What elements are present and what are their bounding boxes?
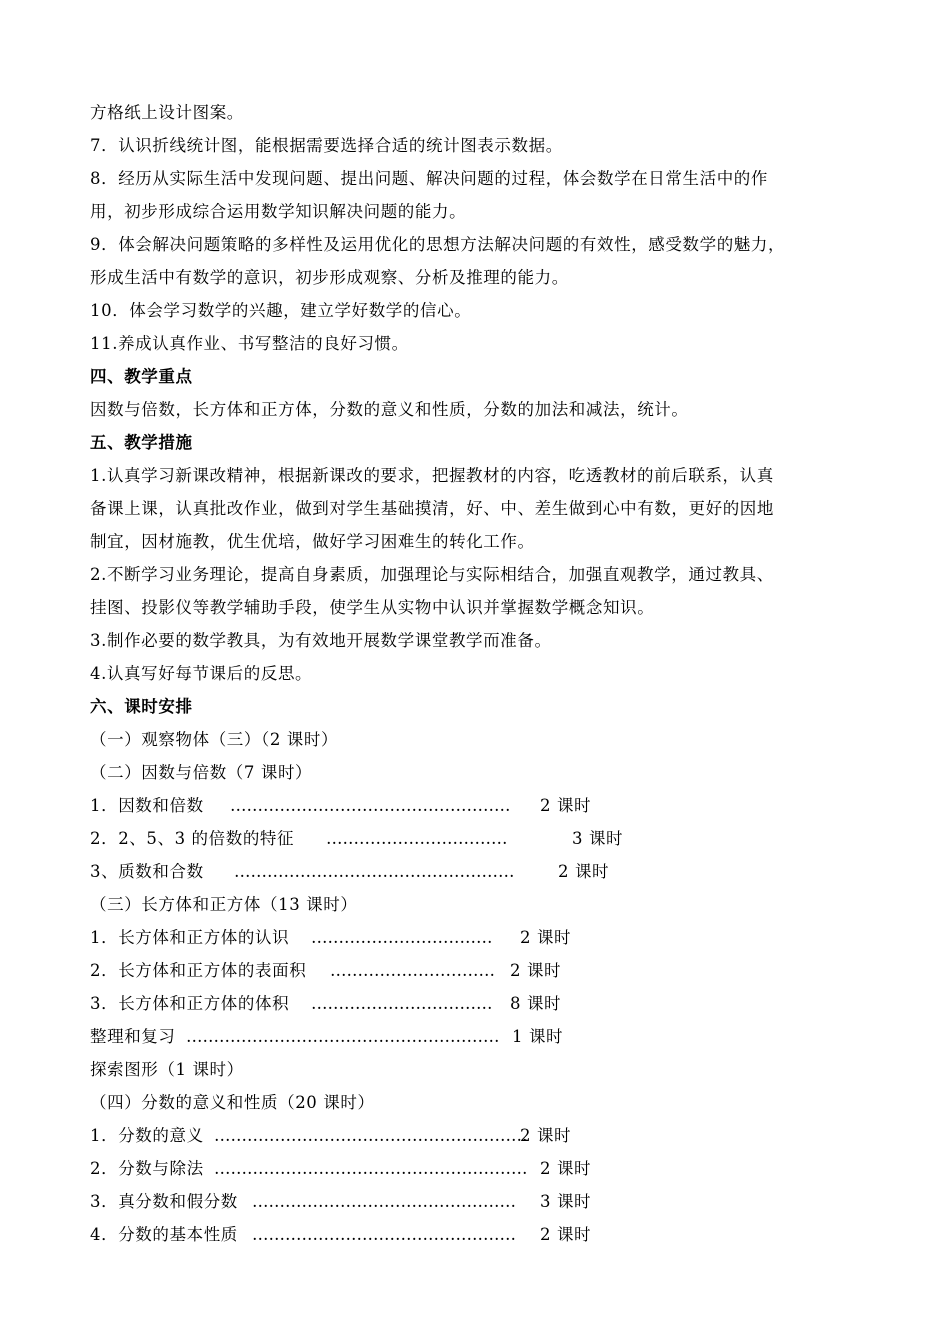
unit-heading-explore: 探索图形（1 课时） xyxy=(90,1060,244,1079)
entry-dots: …………………………………………… xyxy=(230,796,511,815)
schedule-entry xyxy=(90,855,880,888)
objective-9-line2: 形成生活中有数学的意识，初步形成观察、分析及推理的能力。 xyxy=(90,268,569,287)
entry-dots: ………………………………………… xyxy=(252,1225,516,1244)
entry-title: 3．真分数和假分数 xyxy=(90,1192,238,1211)
objective-7: 7．认识折线统计图，能根据需要选择合适的统计图表示数据。 xyxy=(90,136,563,155)
entry-title: 3、质数和合数 xyxy=(90,862,204,881)
entry-title: 1．分数的意义 xyxy=(90,1126,204,1145)
entry-dots: ………………………………………… xyxy=(252,1192,516,1211)
entry-dots: …………………………… xyxy=(311,928,493,947)
schedule-entry xyxy=(90,1218,880,1251)
entry-title: 2．分数与除法 xyxy=(90,1159,204,1178)
schedule-entry xyxy=(90,822,880,855)
entry-title: 2．长方体和正方体的表面积 xyxy=(90,961,307,980)
unit-heading-1: （一）观察物体（三）（2 课时） xyxy=(90,730,339,749)
entry-hours: 2 课时 xyxy=(520,1126,572,1145)
unit-heading-3: （三）长方体和正方体（13 课时） xyxy=(90,895,358,914)
entry-title: 整理和复习 xyxy=(90,1027,176,1046)
schedule-entry xyxy=(90,921,880,954)
schedule-entry xyxy=(90,1020,880,1053)
objective-9-line1: 9．体会解决问题策略的多样性及运用优化的思想方法解决问题的有效性，感受数学的魅力， xyxy=(90,235,786,254)
measure-4: 4.认真写好每节课后的反思。 xyxy=(90,664,313,683)
schedule-entry xyxy=(90,1185,880,1218)
schedule-entry xyxy=(90,987,880,1020)
entry-title: 2．2、5、3 的倍数的特征 xyxy=(90,829,295,848)
objective-10: 10．体会学习数学的兴趣，建立学好数学的信心。 xyxy=(90,301,472,320)
entry-title: 4．分数的基本性质 xyxy=(90,1225,238,1244)
entry-hours: 1 课时 xyxy=(512,1027,564,1046)
entry-dots: …………………………… xyxy=(311,994,493,1013)
entry-hours: 3 课时 xyxy=(540,1192,592,1211)
schedule-entry xyxy=(90,1152,880,1185)
key-points-text: 因数与倍数，长方体和正方体，分数的意义和性质，分数的加法和减法，统计。 xyxy=(90,400,689,419)
section-heading-measures: 五、教学措施 xyxy=(90,433,193,452)
objective-8-line1: 8．经历从实际生活中发现问题、提出问题、解决问题的过程，体会数学在日常生活中的作 xyxy=(90,169,768,188)
entry-dots: …………………………………………… xyxy=(234,862,515,881)
entry-hours: 2 课时 xyxy=(510,961,562,980)
entry-title: 1．因数和倍数 xyxy=(90,796,204,815)
entry-dots: …………………………… xyxy=(326,829,508,848)
section-heading-schedule: 六、课时安排 xyxy=(90,697,193,716)
measure-1-line2: 备课上课，认真批改作业，做到对学生基础摸清，好、中、差生做到心中有数，更好的因地 xyxy=(90,499,774,518)
schedule-entry xyxy=(90,1119,880,1152)
measure-1-line1: 1.认真学习新课改精神，根据新课改的要求，把握教材的内容，吃透教材的前后联系，认真 xyxy=(90,466,774,485)
unit-heading-4: （四）分数的意义和性质（20 课时） xyxy=(90,1093,375,1112)
entry-dots: ………………………………………………… xyxy=(214,1126,528,1145)
document-page xyxy=(90,96,880,1251)
entry-hours: 2 课时 xyxy=(540,1225,592,1244)
entry-hours: 2 课时 xyxy=(540,1159,592,1178)
entry-hours: 3 课时 xyxy=(572,829,624,848)
entry-hours: 2 课时 xyxy=(558,862,610,881)
measure-1-line3: 制宜，因材施教，优生优培，做好学习困难生的转化工作。 xyxy=(90,532,535,551)
section-heading-key-points: 四、教学重点 xyxy=(90,367,193,386)
entry-dots: ………………………………………………… xyxy=(186,1027,500,1046)
paragraph: 方格纸上设计图案。 xyxy=(90,103,244,122)
objective-8-line2: 用，初步形成综合运用数学知识解决问题的能力。 xyxy=(90,202,467,221)
objective-11: 11.养成认真作业、书写整洁的良好习惯。 xyxy=(90,334,409,353)
measure-3: 3.制作必要的数学教具，为有效地开展数学课堂教学而准备。 xyxy=(90,631,552,650)
entry-dots: ………………………………………………… xyxy=(214,1159,528,1178)
entry-hours: 2 课时 xyxy=(520,928,572,947)
schedule-entry xyxy=(90,789,880,822)
entry-title: 3．长方体和正方体的体积 xyxy=(90,994,290,1013)
schedule-entry xyxy=(90,954,880,987)
measure-2-line2: 挂图、投影仪等教学辅助手段，使学生从实物中认识并掌握数学概念知识。 xyxy=(90,598,655,617)
measure-2-line1: 2.不断学习业务理论，提高自身素质，加强理论与实际相结合，加强直观教学，通过教具、 xyxy=(90,565,774,584)
entry-hours: 8 课时 xyxy=(510,994,562,1013)
entry-dots: ………………………… xyxy=(330,961,495,980)
unit-heading-2: （二）因数与倍数（7 课时） xyxy=(90,763,313,782)
entry-title: 1．长方体和正方体的认识 xyxy=(90,928,290,947)
entry-hours: 2 课时 xyxy=(540,796,592,815)
